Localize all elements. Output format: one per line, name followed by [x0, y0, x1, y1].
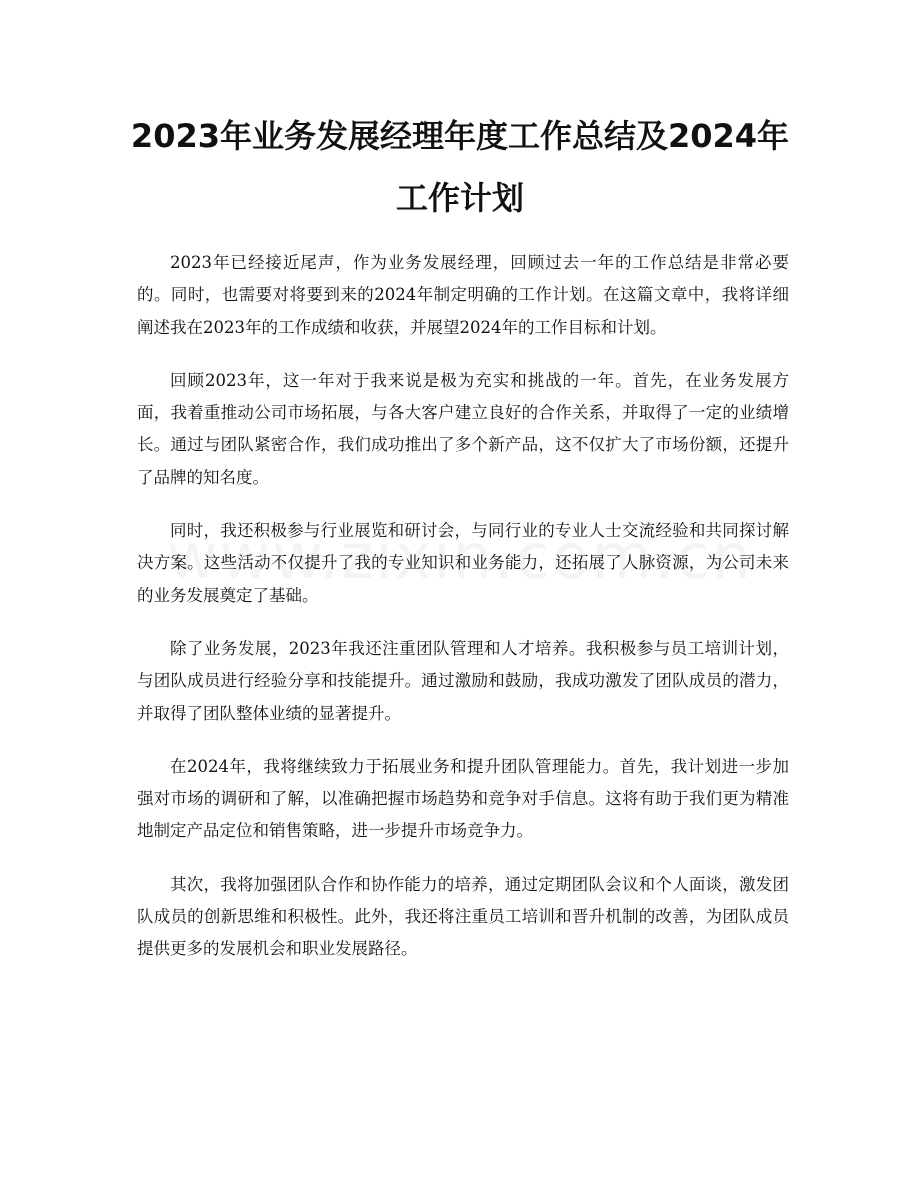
paragraph-6: 其次，我将加强团队合作和协作能力的培养，通过定期团队会议和个人面谈，激发团队成员的创新思维和积极性。此外，我还将注重员工培训和晋升机制的改善，为团队成员提供更多的发展机会和职业发展路径。 — [137, 874, 789, 959]
paragraph-2: 回顾2023年，这一年对于我来说是极为充实和挑战的一年。首先，在业务发展方面，我着重推动公司市场拓展，与各大客户建立良好的合作关系，并取得了一定的业绩增长。通过与团队紧密合作，我们成功推出了多个新产品，这不仅扩大了市场份额，还提升了品牌的知名度。 — [137, 370, 789, 487]
paragraph-5: 在2024年，我将继续致力于拓展业务和提升团队管理能力。首先，我计划进一步加强对市场的调研和了解，以准确把握市场趋势和竞争对手信息。这将有助于我们更为精准地制定产品定位和销售策略，进一步提升市场竞争力。 — [137, 756, 789, 841]
paragraph-4: 除了业务发展，2023年我还注重团队管理和人才培养。我积极参与员工培训计划，与团队成员进行经验分享和技能提升。通过激励和鼓励，我成功激发了团队成员的潜力，并取得了团队整体业绩的显著提升。 — [137, 638, 789, 723]
paragraph-3: 同时，我还积极参与行业展览和研讨会，与同行业的专业人士交流经验和共同探讨解决方案。这些活动不仅提升了我的专业知识和业务能力，还拓展了人脉资源，为公司未来的业务发展奠定了基础。 — [137, 521, 789, 605]
paragraph-1: 2023年已经接近尾声，作为业务发展经理，回顾过去一年的工作总结是非常必要的。同时，也需要对将要到来的2024年制定明确的工作计划。在这篇文章中，我将详细阐述我在2023年的工作成绩和收获，并展望2024年的工作目标和计划。 — [137, 253, 789, 337]
document-body — [137, 247, 789, 987]
document-title: 2023年业务发展经理年度工作总结及2024年工作计划 — [130, 117, 790, 217]
